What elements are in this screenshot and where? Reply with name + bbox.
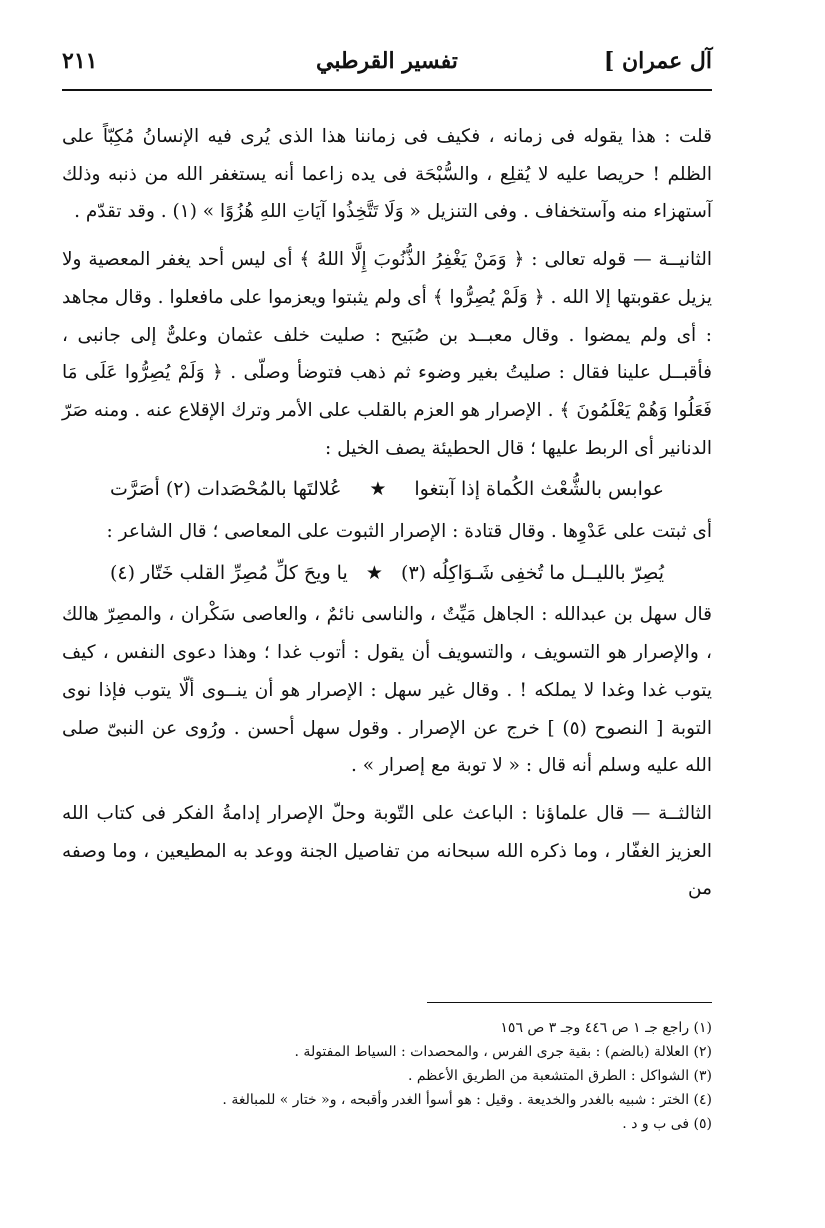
sura-name: آل عمران ] bbox=[603, 48, 712, 74]
verse-hemistich-first: عوابس بالشُّعْث الكُماة إذا آبتغوا bbox=[414, 478, 664, 501]
paragraph: قلت : هذا يقوله فى زمانه ، فكيف فى زماننا هذا الذى يُرى فيه الإنسانُ مُكِبّاً على الظلم ! حريصا عليه لا يُقلِع ، والسُّبْحَة فى يده زاعما أنه يستغفر الله من ذنبه وذلك آستهزاء منه وآستخفاف . وفى التنزيل « وَلَا تَتَّخِذُوا آيَاتِ اللهِ هُزُوًا » (١) . وقد تقدّم . bbox=[62, 126, 712, 223]
footnote: (١) راجع جـ ١ ص ٤٤٦ وجـ ٣ ص ١٥٦ bbox=[500, 1020, 712, 1036]
running-header bbox=[62, 44, 712, 84]
main-text bbox=[62, 118, 712, 908]
paragraph: الثالثــة — قال علماؤنا : الباعث على التّوبة وحلّ الإصرار إدامةُ الفكر فى كتاب الله العزيز الغفّار ، وما ذكره الله سبحانه من تفاصيل الجنة ووعد به المطيعين ، وما وصفه من bbox=[62, 802, 712, 900]
paragraph: الثانيــة — قوله تعالى : ﴿ وَمَنْ يَغْفِرُ الذُّنُوبَ إِلَّا اللهُ ﴾ أى ليس أحد يغفر المعصية ولا يزيل عقوبتها إلا الله . ﴿ وَلَمْ يُصِرُّوا ﴾ أى ولم يثبتوا ويعزموا على مافعلوا . وقال مجاهد : أى ولم يمضوا . وقال معبــد بن صُبَيح : صليت خلف عثمان وعلىٌّ إلى جانبى ، فأقبــل علينا فقال : صليتُ بغير وضوء ثم ذهب فتوضأ وصلّى . ﴿ وَلَمْ يُصِرُّوا عَلَى مَا فَعَلُوا وَهُمْ يَعْلَمُونَ ﴾ . الإصرار هو العزم بالقلب على الأمر وترك الإقلاع عنه . ومنه صَرّ الدنانير أى الربط عليها ؛ قال الحطيئة يصف الخيل : bbox=[62, 249, 712, 459]
footnote: (٢) العلالة (بالضم) : بقية جرى الفرس ، والمحصدات : السياط المفتولة . bbox=[294, 1044, 712, 1060]
page-number: ٢١١ bbox=[62, 48, 98, 74]
verse-separator-icon: ★ bbox=[365, 561, 383, 584]
footnotes bbox=[62, 1016, 712, 1136]
verse-hemistich-first: يُصِرّ بالليــل ما تُخفِى شَـوَاكِلُه (٣) bbox=[401, 561, 664, 584]
footnote: (٤) الختر : شبيه بالغدر والخديعة . وقيل : هو أسوأ الغدر وأقبحه ، و« ختار » للمبالغة . bbox=[222, 1092, 712, 1108]
verse-separator-icon: ★ bbox=[369, 478, 387, 501]
poetry-verse bbox=[62, 471, 712, 509]
footnote: (٣) الشواكل : الطرق المتشعبة من الطريق الأعظم . bbox=[407, 1068, 712, 1084]
poetry-verse bbox=[62, 555, 712, 593]
book-title: تفسير القرطبي bbox=[316, 48, 458, 74]
footnote: (٥) فى ب و د . bbox=[622, 1116, 712, 1132]
paragraph: أى ثبتت على عَدْوِها . وقال قتادة : الإصرار الثبوت على المعاصى ؛ قال الشاعر : bbox=[106, 521, 712, 543]
verse-hemistich-second: عُلالتَها بالمُحْصَدات (٢) أصَرَّت bbox=[110, 478, 342, 501]
footnote-rule bbox=[427, 1002, 712, 1003]
paragraph: قال سهل بن عبدالله : الجاهل مَيِّتٌ ، والناسى نائمٌ ، والعاصى سَكْران ، والمصِرّ هالك ، والإصرار هو التسويف ، والتسويف أن يقول : أتوب غدا ؛ وهذا دعوى النفس ، كيف يتوب غدا وغدا لا يملكه ! . وقال غير سهل : الإصرار هو أن ينــوى ألّا يتوب فإذا نوى التوبة [ النصوح (٥) ] خرج عن الإصرار . وقول سهل أحسن . ورُوى عن النبىّ صلى الله عليه وسلم أنه قال : « لا توبة مع إصرار » . bbox=[62, 604, 712, 777]
verse-hemistich-second: يا ويحَ كلِّ مُصِرِّ القلب خَتّار (٤) bbox=[110, 561, 348, 584]
header-rule bbox=[62, 89, 712, 91]
